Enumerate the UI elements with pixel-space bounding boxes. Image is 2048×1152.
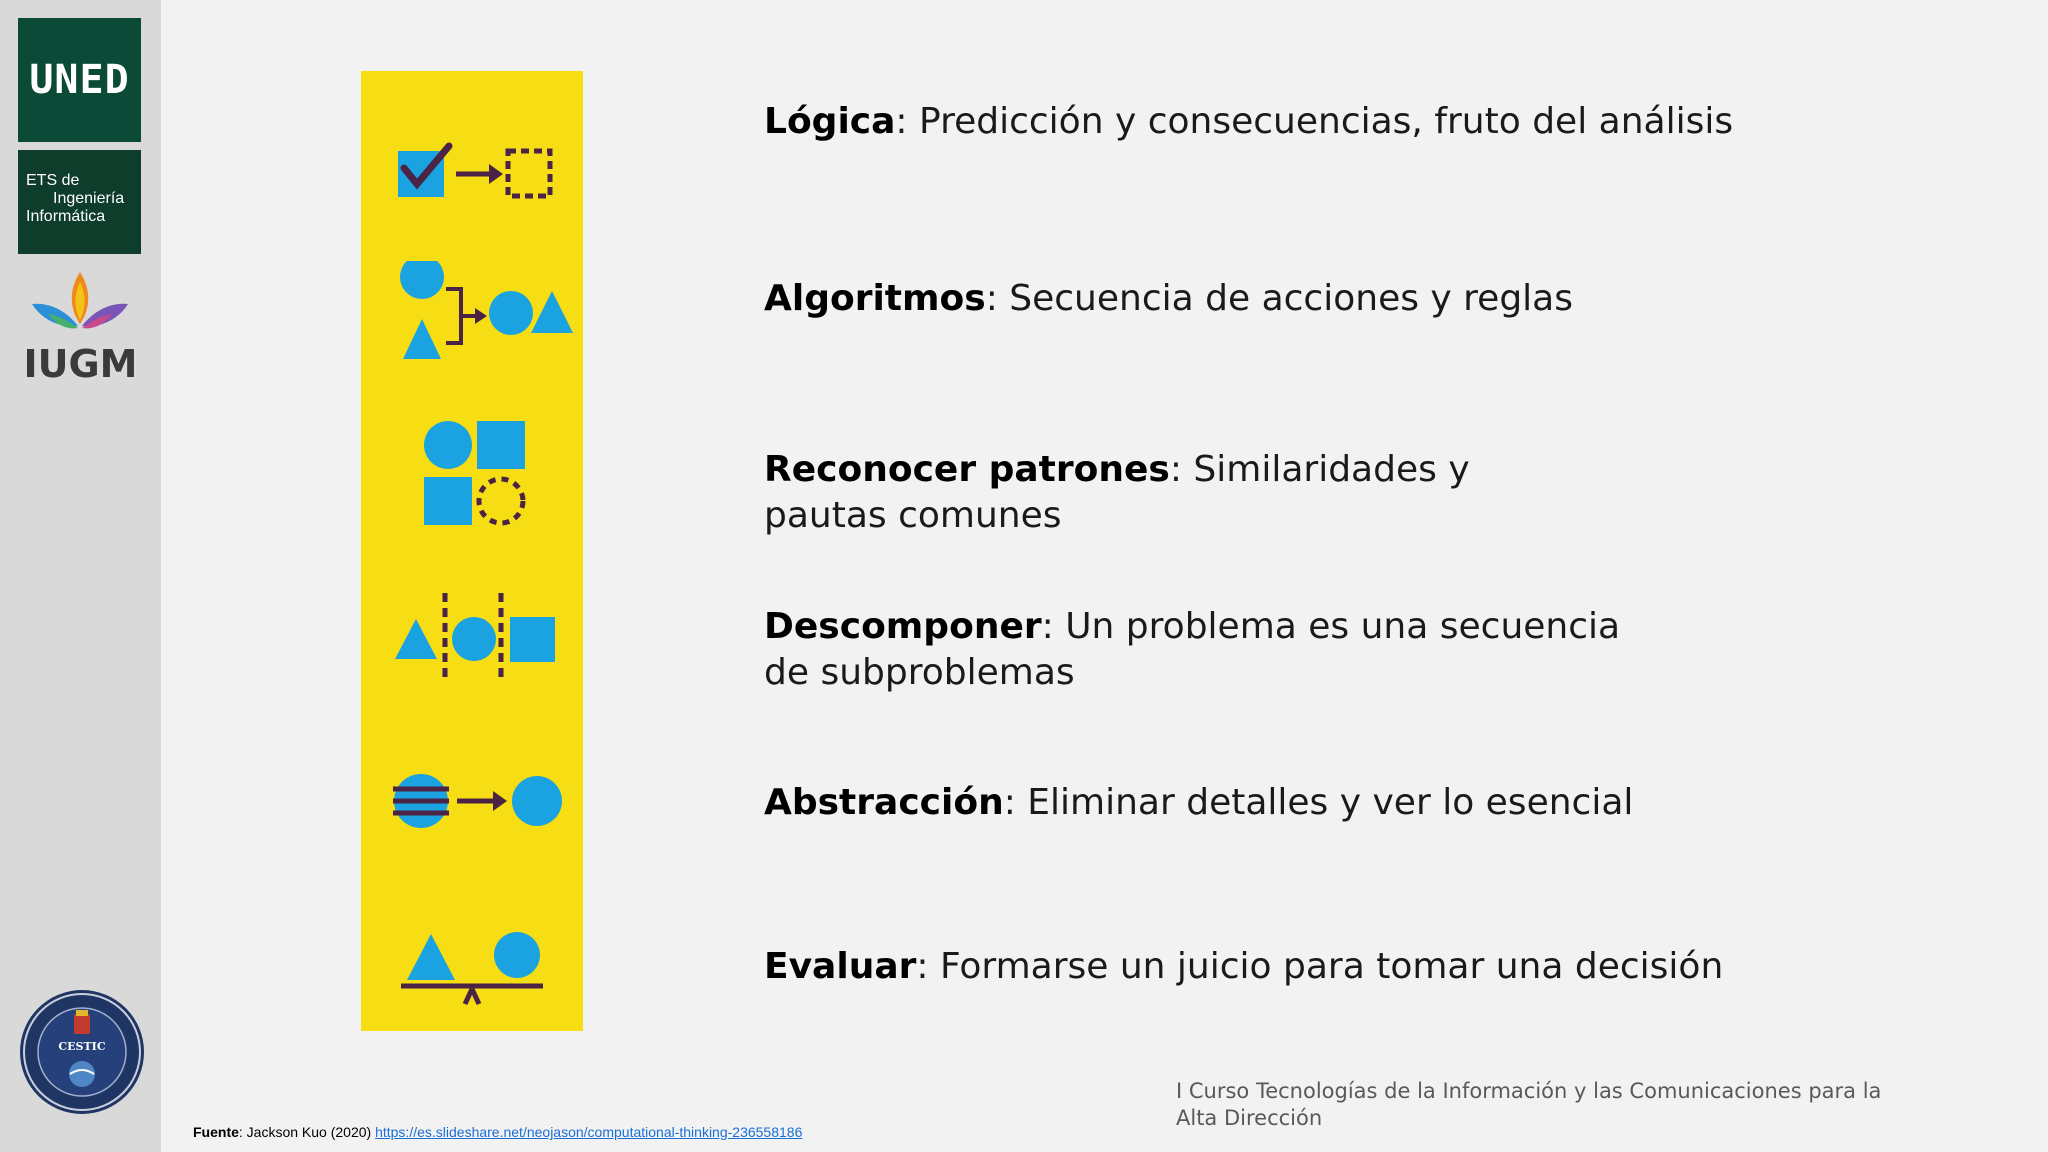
cestic-seal-icon [18, 988, 146, 1116]
concept-description: : Similaridades y pautas comunes [764, 449, 1470, 536]
concept-logica [764, 99, 1764, 145]
concept-algoritmos [764, 276, 1764, 322]
uned-logo [18, 18, 141, 142]
concept-term: Descomponer [764, 606, 1042, 647]
decompose-icon [361, 591, 583, 701]
source-link[interactable]: https://es.slideshare.net/neojason/computational-thinking-236558186 [375, 1124, 803, 1140]
ets-line-1: ETS de [26, 172, 80, 189]
abstraction-icon [361, 761, 583, 871]
source-text: : Jackson Kuo (2020) [238, 1124, 376, 1140]
concept-term: Algoritmos [764, 278, 986, 319]
svg-text:CESTIC: CESTIC [58, 1040, 106, 1053]
ets-line-2: Ingeniería [53, 190, 125, 207]
source-citation [193, 1124, 802, 1140]
course-footer: I Curso Tecnologías de la Información y las Comunicaciones para la Alta Dirección [1176, 1079, 1882, 1130]
concept-evaluar [764, 944, 1764, 990]
concept-description: : Eliminar detalles y ver lo esencial [1003, 782, 1634, 823]
source-label: Fuente [193, 1124, 239, 1140]
concept-description: : Formarse un juicio para tomar una decisión [916, 946, 1724, 987]
concept-description: : Un problema es una secuencia de subproblemas [764, 606, 1621, 693]
iugm-flower-icon [18, 268, 143, 346]
concept-descomponer [764, 604, 1664, 696]
shapes-merge-icon [361, 261, 583, 391]
pattern-grid-icon [361, 421, 583, 541]
concept-term: Evaluar [764, 946, 917, 987]
iugm-logo-text: IUGM [23, 342, 138, 386]
iugm-logo [18, 268, 143, 388]
concept-description: : Secuencia de acciones y reglas [985, 278, 1573, 319]
concept-icons-panel [361, 71, 583, 1031]
concept-term: Reconocer patrones [764, 449, 1170, 490]
logo-sidebar [0, 0, 161, 1152]
concept-abstraccion [764, 780, 1764, 826]
concept-description: : Predicción y consecuencias, fruto del análisis [895, 101, 1734, 142]
checkbox-arrow-icon [361, 106, 583, 216]
concept-reconocer-patrones [764, 447, 1564, 539]
concept-term: Lógica [764, 101, 896, 142]
concept-term: Abstracción [764, 782, 1004, 823]
ets-line-3: Informática [26, 208, 106, 225]
cestic-seal [18, 988, 146, 1116]
uned-logo-text: UNED [29, 57, 130, 103]
ets-informatica-logo [18, 150, 141, 254]
balance-icon [361, 926, 583, 1036]
